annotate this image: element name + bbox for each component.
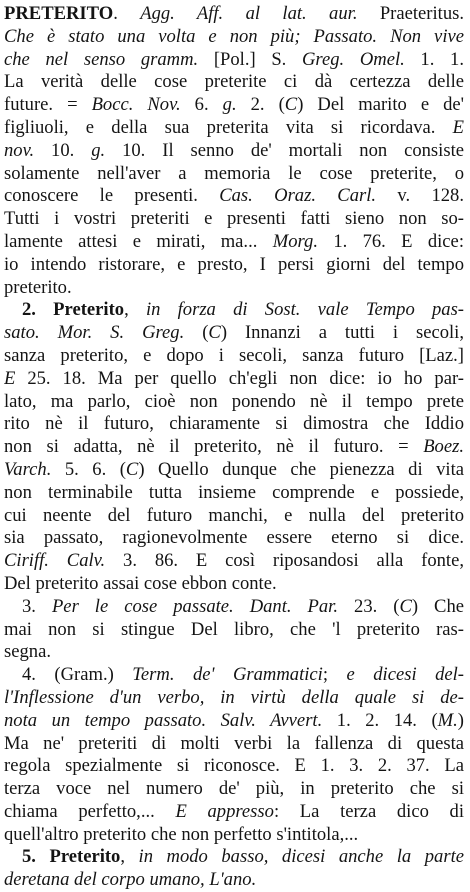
text-line xyxy=(4,391,464,414)
body-text: ) xyxy=(457,709,464,731)
body-text: 25. 18. Ma per quello ch'egli non dice: io ho par- xyxy=(15,367,464,389)
italic-text: Boez. xyxy=(423,436,464,458)
text-line xyxy=(4,231,464,254)
italic-text: C xyxy=(208,322,221,344)
headword: 2. Preterito xyxy=(22,299,125,321)
text-line xyxy=(4,869,464,892)
body-text: 6. xyxy=(180,94,223,116)
body-text: 4. (Gram.) xyxy=(22,664,133,686)
body-text: sia passato, ragionevolmente essere eterno si dice. xyxy=(4,527,464,549)
text-line xyxy=(4,49,464,72)
text-line xyxy=(4,527,464,550)
body-text: 3. xyxy=(22,595,52,617)
text-line xyxy=(4,846,464,869)
text-line xyxy=(4,436,464,459)
text-line xyxy=(4,641,464,664)
italic-text: E xyxy=(4,367,16,389)
italic-text: Che è stato una volta e non più; Passato. Non vive xyxy=(4,25,464,47)
text-line xyxy=(4,619,464,642)
body-text: regola spezialmente si riconosce. E 1. 3. 2. 37. La xyxy=(4,755,464,777)
body-text: lamente attesi e mirati, ma... xyxy=(4,230,273,252)
body-text: Tutti i vostri preteriti e presenti fatti sieno non so- xyxy=(4,208,464,230)
body-text: . xyxy=(113,3,141,24)
text-line xyxy=(4,550,464,573)
text-line xyxy=(4,687,464,710)
text-line xyxy=(4,710,464,733)
text-line xyxy=(4,117,464,140)
italic-text: Term. de' Grammatici xyxy=(132,664,323,686)
body-text: ) Innanzi a tutti i secoli, xyxy=(220,322,464,344)
italic-text: Bocc. Nov. xyxy=(91,94,181,116)
body-text: ( xyxy=(184,322,209,344)
body-text: ) Che xyxy=(411,595,464,617)
body-text: future. = xyxy=(4,94,92,116)
text-line xyxy=(4,459,464,482)
italic-text: C xyxy=(399,595,412,617)
body-text: rito nè il futuro, chiaramente si dimostra che Iddio xyxy=(4,413,464,435)
italic-text: Cas. Oraz. Carl. xyxy=(219,185,377,207)
body-text: 5. 6. ( xyxy=(51,458,126,480)
body-text: ; xyxy=(322,664,347,686)
body-text: , xyxy=(120,846,139,868)
italic-text: Greg. Omel. xyxy=(302,48,405,70)
italic-text: Morg. xyxy=(272,230,318,252)
body-text: Praeteritus. xyxy=(357,3,464,24)
body-text: 1. 2. 14. ( xyxy=(322,709,438,731)
body-text: terza voce nel numero de' più, in preterito che si xyxy=(4,778,464,800)
italic-text: nov. xyxy=(4,139,35,161)
text-line xyxy=(4,664,464,687)
body-text: quell'altro preterito che non perfetto s'intitola,... xyxy=(4,823,359,845)
body-text: chiama perfetto,... xyxy=(4,800,176,822)
text-line xyxy=(4,596,464,619)
text-line xyxy=(4,824,464,847)
text-line xyxy=(4,368,464,391)
body-text: solamente nell'aver a memoria le cose preterite, o xyxy=(4,162,464,184)
text-line xyxy=(4,71,464,94)
body-text: preterito. xyxy=(4,276,72,298)
italic-text: Ciriff. Calv. xyxy=(4,550,106,572)
italic-text: E xyxy=(452,116,464,138)
text-line xyxy=(4,26,464,49)
text-line xyxy=(4,163,464,186)
italic-text: Varch. xyxy=(4,458,52,480)
body-text: sanza preterito, e dopo i secoli, sanza futuro [Laz.] xyxy=(4,344,464,366)
italic-text: in forza di Sost. vale Tempo pas- xyxy=(145,299,464,321)
italic-text: nota un tempo passato. Salv. Avvert. xyxy=(4,709,323,731)
text-line xyxy=(4,254,464,277)
body-text: segna. xyxy=(4,641,51,663)
body-text: non terminabile tutta insieme comprende e possiede, xyxy=(4,481,464,503)
headword: 5. Preterito xyxy=(22,846,121,868)
italic-text: Per le cose passate. Dant. Par. xyxy=(51,595,339,617)
text-line xyxy=(4,755,464,778)
body-text: 3. 86. E così riposandosi alla fonte, xyxy=(105,550,464,572)
text-line xyxy=(4,3,464,26)
text-line xyxy=(4,345,464,368)
italic-text: C xyxy=(125,458,139,480)
body-text: Ma ne' preteriti di molti verbi la fallenza di questa xyxy=(4,732,464,754)
body-text: ) Del marito e de' xyxy=(297,94,464,116)
body-text: mai non si stingue Del libro, che 'l preterito ras- xyxy=(4,618,464,640)
italic-text: C xyxy=(284,94,298,116)
italic-text: l'Inflessione d'un verbo, in virtù della quale si de- xyxy=(4,686,464,708)
body-text: 1. 76. E dice: xyxy=(317,230,464,252)
text-line xyxy=(4,94,464,117)
text-line xyxy=(4,778,464,801)
italic-text: g. xyxy=(222,94,237,116)
italic-text: Agg. Aff. al lat. aur. xyxy=(140,3,358,24)
headword: PRETERITO xyxy=(4,3,114,24)
italic-text: E appresso xyxy=(175,800,274,822)
text-line xyxy=(4,140,464,163)
body-text: Del preterito assai cose ebbon conte. xyxy=(4,572,277,594)
italic-text: g. xyxy=(91,139,106,161)
text-line xyxy=(4,185,464,208)
body-text: [Pol.] S. xyxy=(198,48,302,70)
body-text: v. 128. xyxy=(376,185,464,207)
italic-text: in modo basso, dicesi anche la parte xyxy=(138,846,464,868)
body-text: non si adatta, nè il preterito, nè il futuro. = xyxy=(4,436,424,458)
italic-text: che nel senso gramm. xyxy=(4,48,199,70)
body-text: 10. Il senno de' mortali non consiste xyxy=(105,139,464,161)
text-line xyxy=(4,277,464,300)
body-text: ) Quello dunque che pienezza di vita xyxy=(138,458,464,480)
body-text: figliuoli, e della sua preterita vita si ricordava. xyxy=(4,116,453,138)
body-text: conoscere le presenti. xyxy=(4,185,220,207)
italic-text: M. xyxy=(437,709,458,731)
text-line xyxy=(4,299,464,322)
italic-text: sato. Mor. S. Greg. xyxy=(4,322,185,344)
body-text: 10. xyxy=(34,139,92,161)
text-line xyxy=(4,573,464,596)
text-line xyxy=(4,208,464,231)
body-text: cui neente del futuro manchi, e nulla del preterito xyxy=(4,504,464,526)
body-text: 23. ( xyxy=(338,595,400,617)
text-line xyxy=(4,733,464,756)
body-text: 1. 1. xyxy=(404,48,464,70)
text-line xyxy=(4,322,464,345)
body-text: , xyxy=(124,299,146,321)
text-line xyxy=(4,482,464,505)
body-text: lato, ma parlo, cioè non ponendo nè il tempo prete xyxy=(4,390,464,412)
body-text: : La terza dico di xyxy=(273,800,464,822)
body-text: La verità delle cose preterite ci dà certezza delle xyxy=(4,71,464,93)
italic-text: deretana del corpo umano, L'ano. xyxy=(4,869,257,891)
italic-text: e dicesi del- xyxy=(346,664,464,686)
text-line xyxy=(4,413,464,436)
text-line xyxy=(4,801,464,824)
body-text: io intendo ristorare, e presto, I persi giorni del tempo xyxy=(4,253,464,275)
body-text: 2. ( xyxy=(236,94,285,116)
text-line xyxy=(4,505,464,528)
